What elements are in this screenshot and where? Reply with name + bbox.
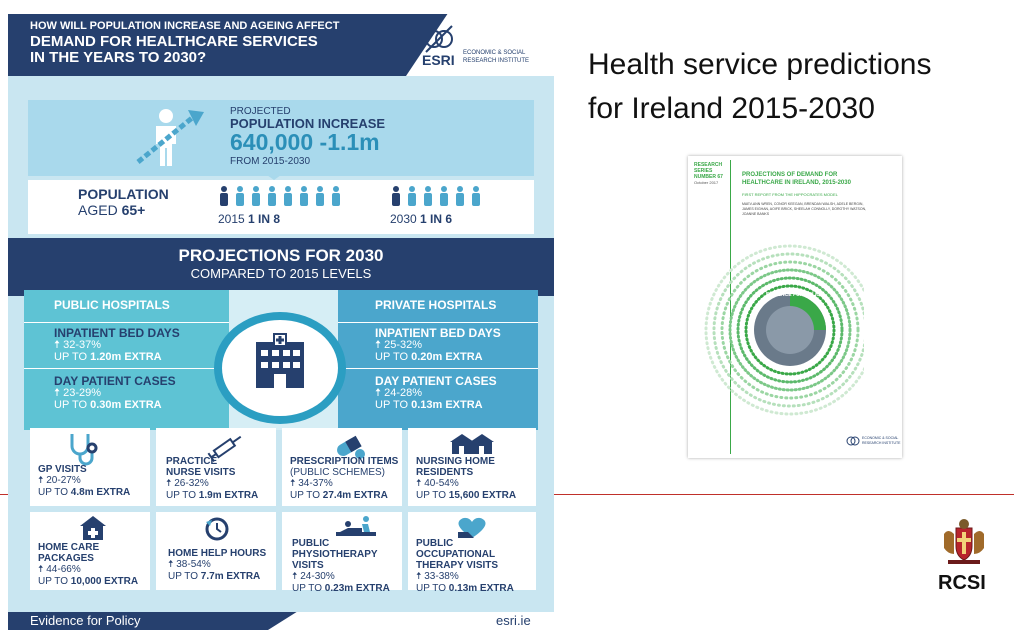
service-text-block: [168, 548, 266, 583]
up-arrow-icon: 🠅: [168, 559, 177, 570]
service-up-to: UP TO: [38, 487, 69, 498]
service-range: [38, 475, 130, 487]
up-arrow-icon: 🠅: [38, 564, 47, 575]
header-line1: HOW WILL POPULATION INCREASE AND AGEING AFFECT: [30, 20, 340, 32]
service-label2: OCCUPATIONAL: [416, 549, 496, 560]
aged-ratio2: 1 IN 6: [420, 212, 453, 226]
service-up-to: UP TO: [166, 490, 197, 501]
service-label2: RESIDENTS: [416, 467, 474, 478]
public-bed-range: [54, 339, 101, 351]
service-label1: PUBLIC: [416, 538, 454, 549]
service-text-block: [416, 456, 516, 502]
public-day-extra: [54, 399, 162, 411]
up-arrow-icon: 🠅: [375, 339, 385, 351]
public-day-label: DAY PATIENT CASES: [54, 374, 176, 388]
footer-esri-link[interactable]: esri.ie: [496, 613, 531, 628]
private-bed-extra: [375, 351, 483, 363]
footer-evidence: Evidence for Policy: [30, 613, 141, 628]
service-label2: (PUBLIC SCHEMES): [290, 467, 386, 478]
service-up-to: UP TO: [292, 583, 323, 594]
service-label1: PRACTICE: [166, 456, 218, 467]
service-range-value: 26-32%: [174, 478, 209, 489]
service-text-block: [292, 538, 390, 595]
rcsi-brand: RCSI: [938, 572, 986, 594]
service-text-block: [166, 456, 258, 502]
aged-2030: [390, 212, 452, 226]
private-day-range-value: 24-28%: [384, 387, 422, 399]
private-bed-extra-value: 0.20m EXTRA: [411, 351, 483, 363]
service-label2: PHYSIOTHERAPY: [292, 549, 378, 560]
people-2030-icon: [390, 186, 490, 206]
service-label1: NURSING HOME: [416, 456, 495, 467]
service-extra: [166, 490, 258, 502]
aged-label2-value: 65+: [121, 202, 146, 218]
private-day-range: [375, 387, 422, 399]
service-extra-value: 0.23m EXTRA: [324, 583, 390, 594]
public-hospitals-title: PUBLIC HOSPITALS: [54, 298, 170, 312]
service-extra: [38, 487, 130, 499]
public-day-extra-prefix: UP TO: [54, 399, 88, 411]
population-label: POPULATION INCREASE: [230, 116, 386, 131]
projections-title: PROJECTIONS FOR 2030: [178, 246, 384, 265]
rcsi-crest-icon: [942, 518, 986, 566]
service-range-value: 40-54%: [424, 478, 459, 489]
service-extra-value: 4.8m EXTRA: [70, 487, 131, 498]
cover-dot-rings-graphic: [704, 238, 864, 418]
cover-authors1: MAEV-ANN WREN, CONOR KEEGAN, BRENDAN WALSH, ADELE BERGIN,: [742, 202, 864, 206]
cover-series2: SERIES: [694, 168, 713, 174]
service-extra-value: 10,000 EXTRA: [70, 576, 139, 587]
header-line3: IN THE YEARS TO 2030?: [30, 49, 207, 66]
private-divider: [338, 322, 538, 323]
physio-icon: [336, 516, 376, 540]
esri-logo-text: ESRI: [422, 52, 455, 68]
private-day-extra: [375, 399, 483, 411]
public-day-extra-value: 0.30m EXTRA: [90, 399, 162, 411]
service-up-to: UP TO: [416, 490, 447, 501]
hospital-icon: [250, 332, 310, 392]
public-divider: [24, 322, 229, 323]
service-extra-value: 0.13m EXTRA: [448, 583, 514, 594]
service-range-value: 33-38%: [424, 571, 459, 582]
service-extra: [168, 571, 266, 583]
private-day-extra-prefix: UP TO: [375, 399, 409, 411]
service-text-block: [416, 538, 514, 595]
service-extra: [38, 576, 138, 588]
public-divider2: [24, 368, 229, 369]
service-up-to: UP TO: [168, 571, 199, 582]
private-day-label: DAY PATIENT CASES: [375, 374, 497, 388]
cover-logo-sub2: RESEARCH INSTITUTE: [862, 441, 901, 445]
esri-logo-sub1: ECONOMIC & SOCIAL: [463, 50, 526, 56]
cover-title2: HEALTHCARE IN IRELAND, 2015-2030: [742, 180, 851, 186]
service-extra-value: 27.4m EXTRA: [322, 490, 388, 501]
population-projected: PROJECTED: [230, 106, 291, 117]
divider-line: [554, 494, 1014, 495]
up-arrow-icon: 🠅: [38, 475, 47, 486]
service-label1: HOME HELP HOURS: [168, 548, 267, 559]
public-bed-extra-value: 1.20m EXTRA: [90, 351, 162, 363]
aged-label2: [78, 202, 145, 218]
cover-logo-sub1: ECONOMIC & SOCIAL: [862, 436, 899, 440]
population-value: 640,000 -1.1m: [230, 129, 380, 155]
service-range-value: 24-30%: [300, 571, 335, 582]
up-arrow-icon: 🠅: [416, 478, 425, 489]
public-bed-extra-prefix: UP TO: [54, 351, 88, 363]
people-2015-icon: [218, 186, 348, 206]
service-range: [292, 571, 390, 583]
private-bed-extra-prefix: UP TO: [375, 351, 409, 363]
cover-series1: RESEARCH: [694, 162, 723, 168]
cover-authors2: JAMES EIGHAN, AOIFE BRICK, SHEELAH CONNOLLY, DOROTHY WATSON,: [742, 207, 867, 211]
cover-esri-logo-icon: [846, 434, 860, 448]
service-extra-value: 1.9m EXTRA: [198, 490, 259, 501]
service-range: [38, 564, 138, 576]
up-arrow-icon: 🠅: [290, 478, 299, 489]
cover-badge: EVIDENCE FOR POLICY: [766, 292, 824, 298]
up-arrow-icon: 🠅: [375, 387, 385, 399]
service-extra-value: 15,600 EXTRA: [448, 490, 517, 501]
service-extra: [416, 583, 514, 595]
private-day-extra-value: 0.13m EXTRA: [411, 399, 483, 411]
service-text-block: [38, 542, 138, 588]
private-hospitals-title: PRIVATE HOSPITALS: [375, 298, 497, 312]
service-label1: PRESCRIPTION ITEMS: [290, 456, 399, 467]
service-up-to: UP TO: [290, 490, 321, 501]
nursing-home-icon: [448, 432, 494, 454]
public-day-range: [54, 387, 101, 399]
aged-label1: POPULATION: [78, 186, 169, 202]
service-up-to: UP TO: [38, 576, 69, 587]
private-divider2: [338, 368, 538, 369]
private-bed-label: INPATIENT BED DAYS: [375, 326, 501, 340]
up-arrow-icon: 🠅: [292, 571, 301, 582]
population-growth-icon: [128, 106, 208, 168]
service-label3: THERAPY VISITS: [416, 560, 499, 571]
cover-authors3: JOANNE BANKS: [742, 212, 770, 216]
esri-logo-sub2: RESEARCH INSTITUTE: [463, 58, 530, 64]
esri-infographic: [8, 14, 554, 630]
service-extra-value: 7.7m EXTRA: [200, 571, 261, 582]
aged-year1: 2015: [218, 212, 245, 226]
service-range: [416, 478, 516, 490]
aged-ratio1: 1 IN 8: [248, 212, 281, 226]
divider-line-left: [0, 494, 8, 495]
service-label1: GP VISITS: [38, 464, 87, 475]
projections-subtitle: COMPARED TO 2015 LEVELS: [190, 266, 372, 281]
aged-2015: [218, 212, 280, 226]
up-arrow-icon: 🠅: [54, 387, 64, 399]
public-day-range-value: 23-29%: [63, 387, 101, 399]
home-care-icon: [80, 516, 106, 540]
service-range: [290, 478, 398, 490]
service-text-block: [38, 464, 130, 499]
aged-label2-prefix: AGED: [78, 202, 118, 218]
service-range: [416, 571, 514, 583]
stethoscope-icon: [66, 432, 110, 466]
private-bed-range-value: 25-32%: [384, 339, 422, 351]
service-label2: PACKAGES: [38, 553, 94, 564]
cover-series3: NUMBER 67: [694, 174, 723, 180]
clock-icon: [204, 516, 230, 542]
service-label1: HOME CARE: [38, 542, 100, 553]
service-range-value: 44-66%: [46, 564, 81, 575]
service-range-value: 38-54%: [176, 559, 211, 570]
up-arrow-icon: 🠅: [166, 478, 175, 489]
public-bed-label: INPATIENT BED DAYS: [54, 326, 180, 340]
slide-title-line1: Health service predictions: [588, 48, 932, 81]
service-extra: [292, 583, 390, 595]
heart-hands-icon: [454, 516, 490, 540]
population-box-pointer: [260, 170, 288, 180]
public-bed-range-value: 32-37%: [63, 339, 101, 351]
up-arrow-icon: 🠅: [54, 339, 64, 351]
cover-series4: October 2017: [694, 180, 719, 185]
up-arrow-icon: 🠅: [416, 571, 425, 582]
slide-title-line2: for Ireland 2015-2030: [588, 92, 875, 125]
public-bed-extra: [54, 351, 162, 363]
aged-year2: 2030: [390, 212, 417, 226]
service-range-value: 20-27%: [46, 475, 81, 486]
private-bed-range: [375, 339, 422, 351]
service-extra: [290, 490, 398, 502]
cover-title1: PROJECTIONS OF DEMAND FOR: [742, 172, 838, 178]
service-text-block: [290, 456, 398, 502]
service-up-to: UP TO: [416, 583, 447, 594]
service-range-value: 34-37%: [298, 478, 333, 489]
esri-logo-icon: [424, 24, 454, 54]
service-extra: [416, 490, 516, 502]
cover-subtitle: FIRST REPORT FROM THE HIPPOCRATES MODEL: [742, 192, 838, 197]
population-period: FROM 2015-2030: [230, 156, 311, 167]
header-line2: DEMAND FOR HEALTHCARE SERVICES: [30, 33, 318, 50]
service-label3: VISITS: [292, 560, 324, 571]
service-range: [168, 559, 266, 571]
service-range: [166, 478, 258, 490]
service-label2: NURSE VISITS: [166, 467, 236, 478]
service-label1: PUBLIC: [292, 538, 330, 549]
